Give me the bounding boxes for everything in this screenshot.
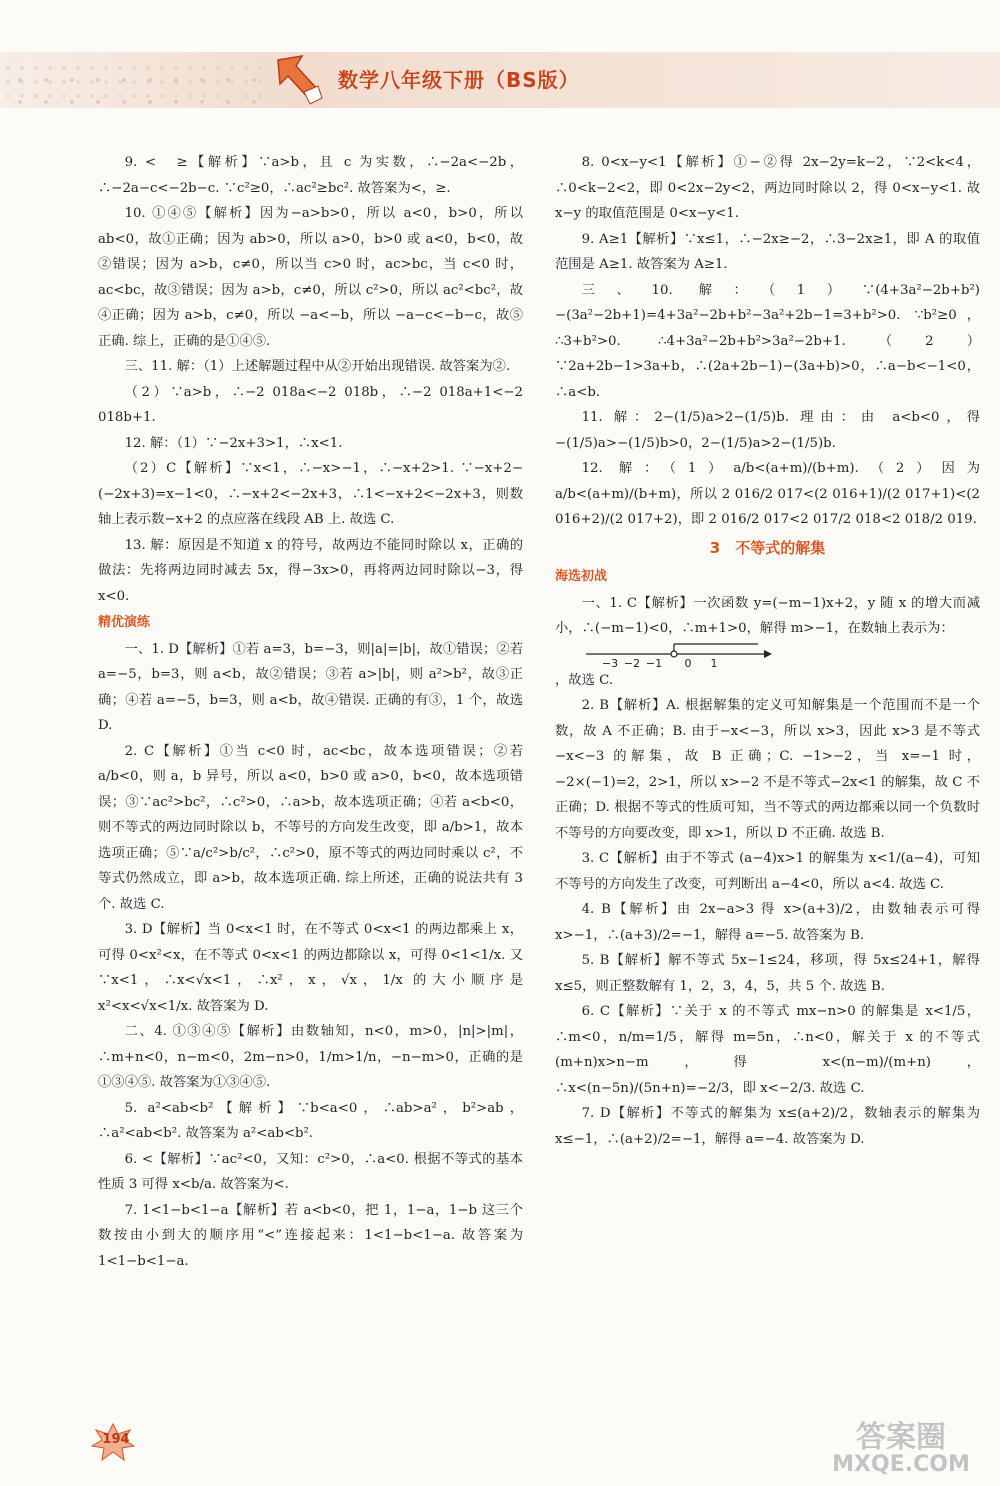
arrow-icon	[268, 52, 328, 108]
answer-q7: 7. 1<1−b<1−a【解析】若 a<b<0，把 1，1−a，1−b 这三个数按由小到大的顺序用“<”连接起来：1<1−b<1−a. 故答案为 1<1−b<1−a.	[98, 1202, 523, 1269]
answer-12b: （2）C【解析】∵x<1，∴−x>−1，∴−x+2>1. ∵−x+2−(−2x+3)=x−1<0，∴−x+2<−2x+3，∴1<−x+2<−2x+3，则数轴上表示数−x+2 的点应落在线段 AB 上. 故选 C.	[98, 461, 523, 527]
answer-q1: 一、1. D【解析】①若 a=3，b=−3，则|a|=|b|，故①错误；②若 a=−5，b=3，则 a<b，故②错误；③若 a>|b|，则 a²>b²，故③正确；④若 a=−5，b=3，则 a<b，故④错误. 正确的有③，1 个，故选 D.	[98, 641, 523, 733]
answer-q3: 3. D【解析】当 0<x<1 时，在不等式 0<x<1 的两边都乘上 x，可得 0<x²<x，在不等式 0<x<1 的两边都除以 x，可得 0<1<1/x. 又∵x<1，∴x<√x<1，∴x²，x，√x，1/x 的大小顺序是 x²<x<√x<1/x. 故答案为 D.	[98, 922, 523, 1014]
answer-q2: 2. C【解析】①当 c<0 时，ac<bc，故本选项错误；②若 a/b<0，则 a，b 异号，所以 a<0，b>0 或 a>0，b<0，故本选项错误；③∵ac²>bc²，∴c²>0，∴a>b，故本选项正确；④若 a<b<0，则不等式的两边同时除以 b，不等号的方向发生改变，即 a/b>1，故本选项正确；⑤∵a/c²>b/c²，∴c²>0，原不等式的两边同时乘以 c²，不等式仍然成立，即 a>b，故本选项正确. 综上所述，正确的说法共有 3 个. 故选 C.	[98, 743, 523, 912]
section-tag-haixuan: 海选初战	[555, 569, 608, 584]
answer-11b: （2）∵a>b，∴−2 018a<−2 018b，∴−2 018a+1<−2 018b+1.	[98, 384, 523, 425]
answer-r11: 11. 解：2−(1/5)a>2−(1/5)b. 理由：由 a<b<0，得−(1/5)a>−(1/5)b>0，2−(1/5)a>2−(1/5)b.	[555, 410, 980, 451]
answer-s2: 2. B【解析】A. 根据解集的定义可知解集是一个范围而不是一个数，故 A 不正确；B. 由于−x<−3，所以 x>3，因此 x>3 是不等式−x<−3 的解集，故 B 正确；C. −1>−2，当 x=−1 时，−2×(−1)=2，2>1，所以 x>−2 不是不等式−2x<1 的解集，故 C 不正确；D. 根据不等式的性质可知，当不等式的两边都乘以同一个负数时不等号的方向要改变，即 x>1，所以 D 不正确. 故选 B.	[555, 698, 980, 841]
answer-10: 10. ①④⑤【解析】因为−a>b>0，所以 a<0，b>0，所以 ab<0，故①正确；因为 ab>0，所以 a>0，b>0 或 a<0，b<0，故②错误；因为 a>b，c≠0，所以当 c>0 时，ac>bc，当 c<0 时，ac<bc，故③错误；因为 a>b，c≠0，所以 c²>0，所以 ac²<bc²，故④正确；因为 a>b，c≠0，所以 −a<−b，所以 −a−c<−b−c，故⑤正确. 综上，正确的是①④⑤.	[98, 206, 523, 349]
answer-r8: 8. 0<x−y<1【解析】①−②得 2x−2y=k−2，∵2<k<4，∴0<k−2<2，即 0<2x−2y<2，两边同时除以 2，得 0<x−y<1. 故 x−y 的取值范围是 0<x−y<1.	[555, 155, 980, 221]
answer-r12: 12. 解：（1）a/b<(a+m)/(b+m).（2）因为 a/b<(a+m)/(b+m)，所以 2 016/2 017<(2 016+1)/(2 017+1)<(2 016+2)/(2 017+2)，即 2 016/2 017<2 017/2 018<2 018/2 019.	[555, 461, 980, 527]
answer-11a: 三、11. 解：（1）上述解题过程中从②开始出现错误. 故答案为②.	[124, 359, 511, 374]
axis-tick-labels	[601, 657, 717, 668]
number-line	[582, 642, 772, 668]
answer-s6: 6. C【解析】∵关于 x 的不等式 mx−n>0 的解集是 x<1/5，∴m<0，n/m=1/5，解得 m=5n，∴n<0，解关于 x 的不等式 (m+n)x>n−m，得 x<(n−m)/(m+n)，∴x<(n−5n)/(5n+n)=−2/3，即 x<−2/3. 故选 C.	[555, 1004, 980, 1096]
left-column	[98, 150, 523, 1274]
answer-q6: 6. <【解析】∵ac²<0，又知：c²>0，∴a<0. 根据不等式的基本性质 3 可得 x<b/a. 故答案为<.	[98, 1151, 523, 1192]
answer-s4: 4. B【解析】由 2x−a>3 得 x>(a+3)/2，由数轴表示可得 x>−1，∴(a+3)/2=−1，解得 a=−5. 故答案为 B.	[555, 902, 980, 943]
answer-s5: 5. B【解析】解不等式 5x−1≤24，移项，得 5x≤24+1，解得 x≤5，则正整数解有 1，2，3，4，5，共 5 个. 故选 B.	[555, 953, 980, 994]
watermark-text: 答案圈	[856, 1420, 946, 1455]
watermark-url: MXQE.COM	[832, 1452, 970, 1477]
answer-s7: 7. D【解析】不等式的解集为 x≤(a+2)/2，数轴表示的解集为 x≤−1，∴(a+2)/2=−1，解得 a=−4. 故答案为 D.	[555, 1106, 980, 1147]
answer-q5: 5. a²<ab<b²【解析】∵b<a<0，∴ab>a²，b²>ab，∴a²<ab<b². 故答案为 a²<ab<b².	[98, 1100, 523, 1141]
answer-12a: 12. 解：（1）∵−2x+3>1，∴x<1.	[124, 435, 343, 451]
axis-tick-label: 1	[710, 656, 718, 668]
section-title: 3 不等式的解集	[709, 538, 826, 557]
right-column	[555, 150, 980, 1152]
answer-13: 13. 解：原因是不知道 x 的符号，故两边不能同时除以 x，正确的做法：先将两边同时减去 5x，得−3x>0，再将两边同时除以−3，得 x<0.	[98, 537, 523, 604]
answer-s1: 一、1. C【解析】一次函数 y=(−m−1)x+2，y 随 x 的增大而减小，∴(−m−1)<0，∴m+1>0，解得 m>−1，在数轴上表示为：	[555, 595, 980, 636]
answer-q4: 二、4. ①③④⑤【解析】由数轴知，n<0，m>0，|n|>|m|，∴m+n<0，n−m<0，2m−n>0，1/m>1/n，−n−m>0，正确的是①③④⑤. 故答案为①③④⑤.	[98, 1024, 523, 1090]
axis-tick-label: −3	[601, 656, 618, 668]
axis-tick-label: −2	[623, 656, 640, 668]
answer-s3: 3. C【解析】由于不等式 (a−4)x>1 的解集为 x<1/(a−4)，可知不等号的方向发生了改变，可判断出 a−4<0，所以 a<4. 故选 C.	[555, 851, 980, 892]
section-tag-jingyou: 精优演练	[98, 615, 151, 630]
axis-tick-label: 0	[684, 656, 692, 668]
header-decoration	[0, 60, 270, 104]
answer-r9: 9. A≥1【解析】∵x≤1，∴−2x≥−2，∴3−2x≥1，即 A 的取值范围是 A≥1. 故答案为 A≥1.	[555, 231, 980, 272]
answer-9: 9. < ≥【解析】∵a>b，且 c 为实数，∴−2a<−2b，∴−2a−c<−2b−c. ∵c²≥0，∴ac²≥bc². 故答案为<，≥.	[98, 155, 523, 196]
answer-s1-end: ，故选 C.	[555, 672, 614, 688]
answer-r10: 三、10. 解：（1）∵(4+3a²−2b+b²)−(3a²−2b+1)=4+3a²−2b+b²−3a²+2b−1=3+b²>0. ∵b²≥0，∴3+b²>0. ∴4+3a²−2b+b²>3a²−2b+1.（2）∵2a+2b−1>3a+b，∴(2a+2b−1)−(3a+b)>0，∴a−b<−1<0，∴a<b.	[555, 282, 980, 400]
page-number: 194	[102, 1432, 130, 1447]
axis-tick-label: −1	[645, 656, 662, 668]
book-title: 数学八年级下册（BS版）	[338, 68, 580, 92]
